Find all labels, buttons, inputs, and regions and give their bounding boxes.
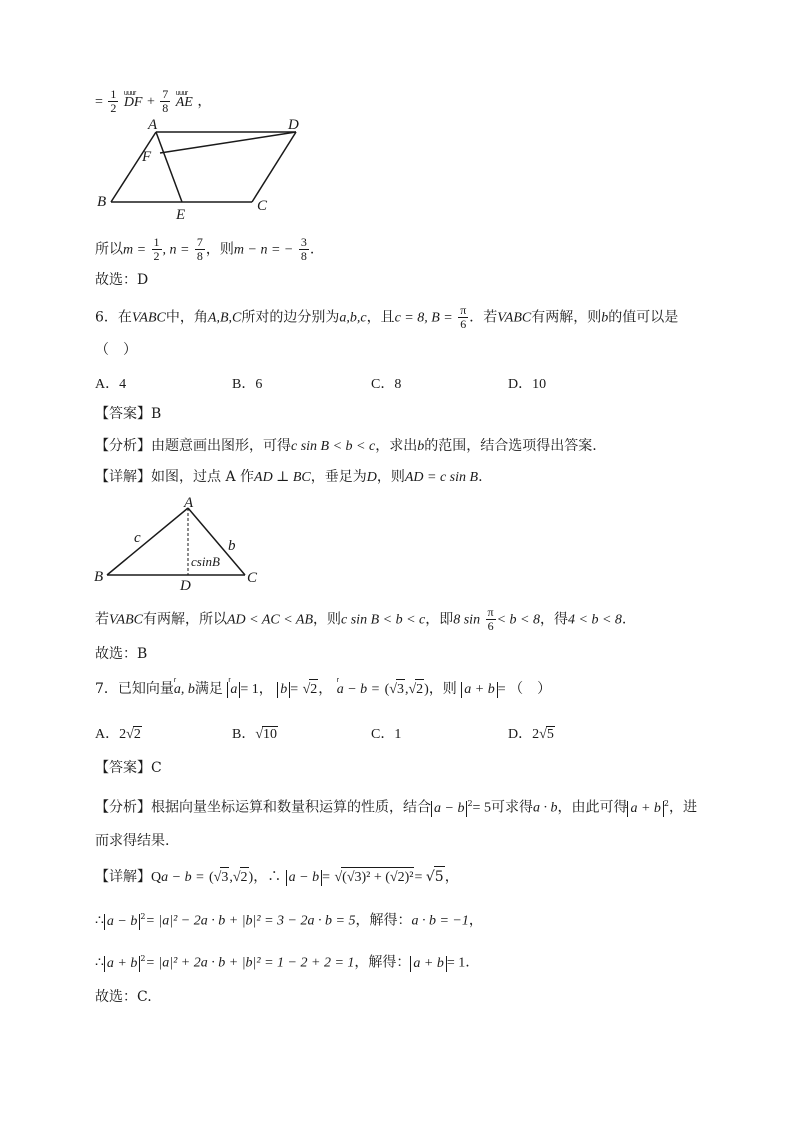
q6-option-c: C．8 bbox=[371, 377, 402, 392]
label-c: C bbox=[257, 198, 268, 214]
q7-option-d: D．2√5 bbox=[508, 727, 554, 742]
q5-result-line: 所以m = $\frac{1}{2}$ , n = $\frac{7}{8}$ ，则m − n = − $\frac{3}{8}$ . bbox=[95, 235, 315, 263]
q7-choice: 故选：C. bbox=[95, 989, 152, 1005]
q6-stem: 6．在VABC中，角A,B,C所对的边分别为a,b,c，且c = 8, B = $\frac{\pi}{6}$ ．若VABC有两解，则b的值可以是 bbox=[95, 303, 679, 331]
q7-option-a: A．2√2 bbox=[95, 727, 141, 742]
q7-detail: 【详解】Qa − b = (√3,√2)，∴ a − b = √(√3)² + (√2)²= √5， bbox=[95, 866, 459, 888]
q6-detail: 【详解】如图，过点 A 作AD ⊥ BC，垂足为D，则AD = c sin B. bbox=[95, 469, 483, 485]
q7-answer: 【答案】C bbox=[95, 760, 162, 776]
q7-stem: 7．已知向量 r a, b满足 a r = 1， b = √2， r a − b = (√3,√2)，则 a + b = （ ） bbox=[95, 679, 551, 700]
fraction: $\frac{1}{2}$ bbox=[110, 87, 117, 115]
triangle-figure bbox=[90, 493, 270, 593]
fraction: $\frac{7}{8}$ bbox=[162, 87, 169, 115]
q7-option-c: C．1 bbox=[371, 727, 402, 742]
q6-option-b: B．6 bbox=[232, 377, 263, 392]
q6-choice: 故选：B bbox=[95, 646, 148, 662]
segment-fd bbox=[160, 132, 296, 153]
label-b: B bbox=[94, 569, 104, 585]
q7-option-b: B．√10 bbox=[232, 727, 278, 742]
label-d: D bbox=[288, 117, 299, 133]
label-b: B bbox=[97, 194, 107, 210]
q7-step-3: ∴ a + b $^2$= |a|² + 2a · b + |b|² = 1 − 2 + 2 = 1，解得： a + b = 1. bbox=[95, 954, 470, 971]
q6-option-d: D．10 bbox=[508, 377, 547, 392]
q7-analysis: 【分析】根据向量坐标运算和数量积运算的性质，结合 a − b $^2$= 5可求得a · b，由此可得 a + b $^2$，进 bbox=[95, 799, 697, 816]
side-c bbox=[107, 508, 188, 575]
label-d: D bbox=[180, 578, 191, 593]
q6-answer: 【答案】B bbox=[95, 406, 162, 422]
edge-dc bbox=[252, 132, 296, 202]
vector-ae: uuur AE bbox=[175, 89, 193, 110]
q6-paren: （ ） bbox=[95, 342, 137, 358]
q5-choice: 故选：D bbox=[95, 272, 149, 288]
segment-ae bbox=[156, 132, 182, 202]
q6-option-a: A．4 bbox=[95, 377, 127, 392]
label-height: csinB bbox=[191, 554, 220, 569]
label-e: E bbox=[176, 207, 186, 223]
parallelogram-figure bbox=[90, 115, 330, 225]
q6-result: 若VABC有两解，所以AD < AC < AB，则c sin B < b < c，即8 sin $\frac{\pi}{6}$ < b < 8，得4 < b < 8. bbox=[95, 605, 627, 633]
label-a: A bbox=[148, 117, 158, 133]
label-c: C bbox=[247, 570, 258, 586]
edge-ba bbox=[111, 132, 156, 202]
label-a: A bbox=[184, 495, 194, 511]
label-f: F bbox=[142, 149, 152, 165]
q7-analysis-cont: 而求得结果. bbox=[95, 833, 170, 849]
label-side-b: b bbox=[228, 538, 236, 554]
q6-analysis: 【分析】由题意画出图形，可得c sin B < b < c，求出b的范围，结合选项得出答案. bbox=[95, 438, 597, 454]
label-side-c: c bbox=[134, 530, 141, 546]
q5-equation-line: = $\frac{1}{2}$ uuur DF + $\frac{7}{8}$ uuur AE ， bbox=[95, 87, 212, 115]
q7-step-2: ∴ a − b $^2$= |a|² − 2a · b + |b|² = 3 − 2a · b = 5，解得：a · b = −1， bbox=[95, 912, 483, 929]
vector-df: uuur DF bbox=[123, 89, 143, 110]
